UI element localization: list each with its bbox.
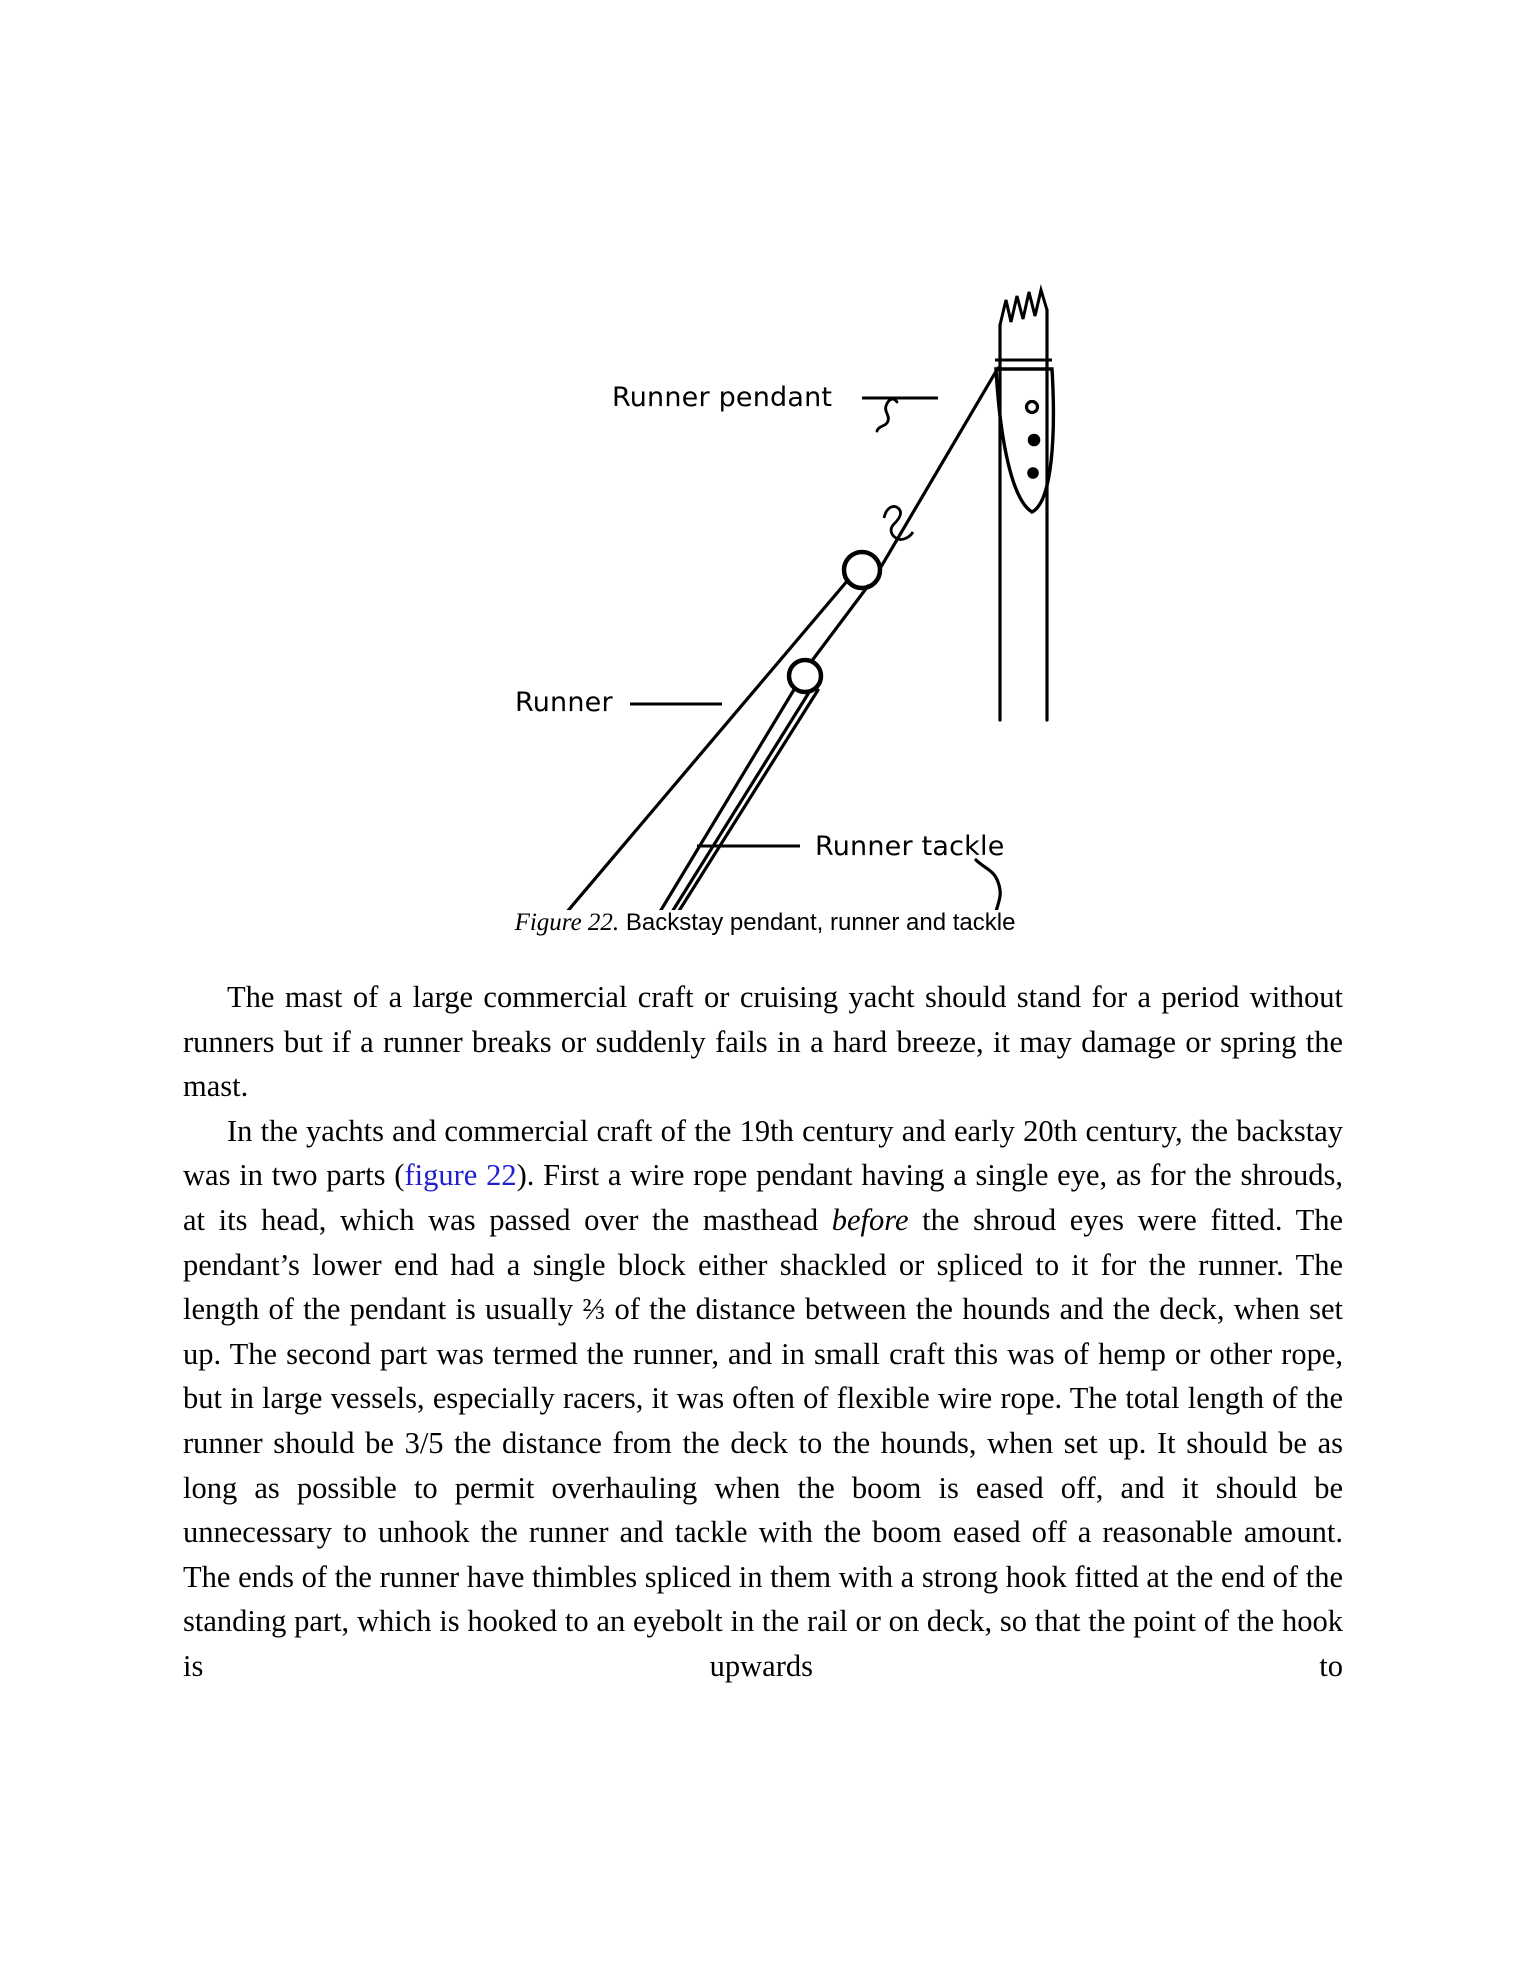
pendant-eye-splice	[996, 369, 1053, 512]
label-runner-text: Runner	[515, 687, 613, 718]
paragraph-1	[183, 975, 1343, 1109]
upper-block	[844, 552, 880, 588]
body-text	[183, 975, 1343, 1733]
paragraph-2	[183, 1109, 1343, 1733]
paragraph-1-run-1: The mast of a large commercial craft or cruising yacht should stand for a period without runners but if a runner breaks or suddenly fails in a hard breeze, it may damage or spring the mast.	[183, 980, 1343, 1104]
paragraph-2-run-1: In the yachts and commercial craft of the 19th century and early 20th century, the backstay was in two parts (	[183, 1113, 1343, 1193]
figure-caption-number: Figure 22.	[514, 909, 620, 936]
mast-broken-top	[1000, 290, 1047, 325]
splice-hole-2	[1029, 435, 1039, 445]
figure-22-illustration	[0, 110, 1530, 910]
splice-hole-3	[1029, 469, 1038, 478]
label-runner-tackle	[697, 831, 1005, 862]
runner-hauling-part	[808, 586, 868, 666]
figure-drawing	[0, 110, 1530, 910]
paragraph-2-run-5: the shroud eyes were fitted. The pendant’s lower end had a single block either shackled or spliced to it for the runner. The length of the pendant is usually ⅔ of the distance between the hounds and the deck, when set up. The second part was termed the runner, and in small craft this was of hemp or other rope, but in large vessels, especially racers, it was often of flexible wire rope. The total length of the runner should be 3/5 the distance from the deck to the hounds, when set up. It should be as long as possible to permit overhauling when the boom is eased off, and it should be unnecessary to unhook the runner and tackle with the boom eased off a reasonable amount. The ends of the runner have thimbles spliced in them with a strong hook fitted at the end of the standing part, which is hooked to an eyebolt in the rail or on deck, so that the point of the hook is upwards to	[183, 1202, 1343, 1683]
label-runner-pendant-text: Runner pendant	[612, 382, 833, 413]
figure-caption	[0, 908, 1530, 938]
splice-hole-1	[1027, 402, 1038, 413]
figure-caption-text: Backstay pendant, runner and tackle	[625, 909, 1016, 936]
label-runner-tackle-text: Runner tackle	[815, 831, 1005, 862]
runner-tackle-falls	[652, 688, 818, 910]
paragraph-2-emphasis: before	[831, 1202, 909, 1237]
cleat-rope-tail	[976, 860, 1001, 910]
paragraph-2-run-3: ). First a wire rope pendant having a single eye, as for the shrouds, at its head, which was passed over the masthead	[183, 1158, 1343, 1237]
label-runner	[515, 687, 722, 718]
label-runner-pendant	[612, 382, 938, 413]
pendant-seizing	[877, 399, 897, 431]
figure-22-link[interactable]: figure 22	[404, 1158, 517, 1193]
